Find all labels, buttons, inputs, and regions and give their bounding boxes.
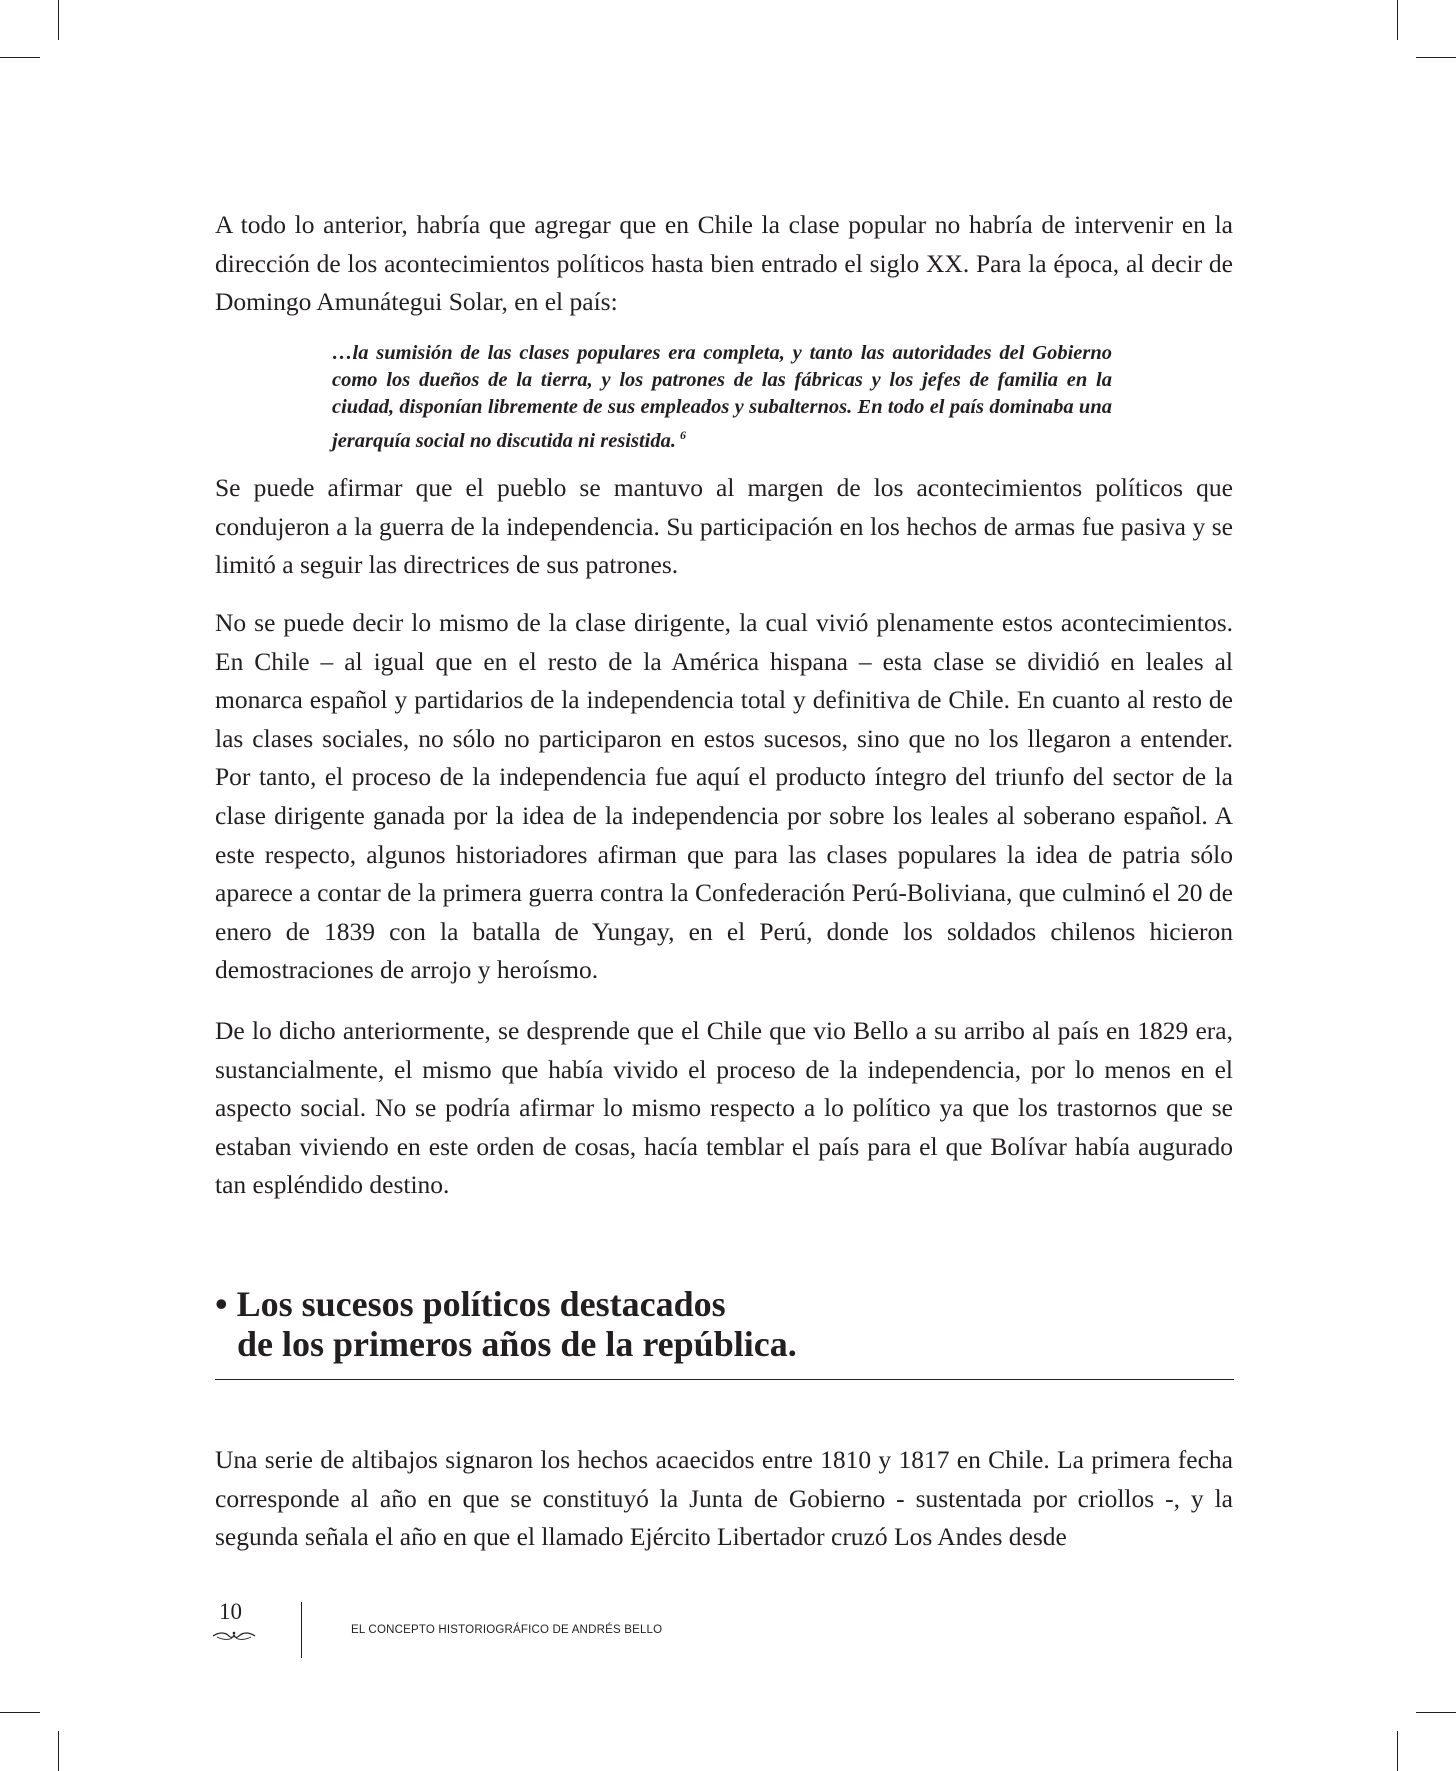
ornament-icon [211, 1629, 257, 1643]
page-number: 10 [219, 1599, 242, 1624]
crop-mark [1416, 1712, 1456, 1713]
crop-mark [58, 1731, 59, 1771]
crop-mark [1416, 57, 1456, 58]
crop-mark [58, 0, 59, 40]
section-heading-line: • Los sucesos políticos destacados [215, 1284, 726, 1324]
section-rule [215, 1379, 1234, 1380]
crop-mark [1397, 1731, 1398, 1771]
section-heading [215, 1284, 797, 1364]
body-paragraph: A todo lo anterior, habría que agregar que en Chile la clase popular no habría de intervenir en la dirección de los acontecimientos políticos hasta bien entrado el siglo XX. Para la época, al decir de Domingo Amunátegui Solar, en el país: [215, 210, 1233, 317]
body-paragraph: Una serie de altibajos signaron los hechos acaecidos entre 1810 y 1817 en Chile. La primera fecha corresponde al año en que se constituyó la Junta de Gobierno - sustentada por criollos -, y la segunda señala el año en que el llamado Ejército Libertador cruzó Los Andes desde [215, 1445, 1233, 1552]
crop-mark [1397, 0, 1398, 40]
crop-mark [0, 1712, 40, 1713]
section-heading-line: de los primeros años de la república. [237, 1324, 797, 1364]
body-paragraph: No se puede decir lo mismo de la clase dirigente, la cual vivió plenamente estos acontecimientos. En Chile – al igual que en el resto de la América hispana – esta clase se dividió en leales al monarca español y partidarios de la independencia total y definitiva de Chile. En cuanto al resto de las clases sociales, no sólo no participaron en estos sucesos, sino que no los llegaron a entender. Por tanto, el proceso de la independencia fue aquí el producto íntegro del triunfo del sector de la clase dirigente ganada por la idea de la independencia por sobre los leales al soberano español. A este respecto, algunos historiadores afirman que para las clases populares la idea de patria sólo aparece a contar de la primera guerra contra la Confederación Perú-Boliviana, que culminó el 20 de enero de 1839 con la batalla de Yungay, en el Perú, donde los soldados chilenos hicieron demostraciones de arrojo y heroísmo. [215, 608, 1233, 985]
footnote-ref[interactable]: 6 [680, 427, 686, 442]
footer-separator [301, 1602, 302, 1658]
block-quote [332, 340, 1112, 455]
running-title: EL CONCEPTO HISTORIOGRÁFICO DE ANDRÉS BELLO [351, 1624, 663, 1636]
crop-mark [0, 57, 40, 58]
body-paragraph: Se puede afirmar que el pueblo se mantuvo al margen de los acontecimientos políticos que condujeron a la guerra de la independencia. Su participación en los hechos de armas fue pasiva y se limitó a seguir las directrices de sus patrones. [215, 473, 1233, 580]
block-quote-text: …la sumisión de las clases populares era completa, y tanto las autoridades del Gobierno como los dueños de la tierra, y los patrones de las fábricas y los jefes de familia en la ciudad, disponían libremente de sus empleados y subalternos. En todo el país dominaba una jerarquía social no discutida ni resistida. [332, 342, 1112, 452]
body-paragraph: De lo dicho anteriormente, se desprende que el Chile que vio Bello a su arribo al país en 1829 era, sustancialmente, el mismo que había vivido el proceso de la independencia, por lo menos en el aspecto social. No se podría afirmar lo mismo respecto a lo político ya que los trastornos que se estaban viviendo en este orden de cosas, hacía temblar el país para el que Bolívar había augurado tan espléndido destino. [215, 1016, 1233, 1200]
